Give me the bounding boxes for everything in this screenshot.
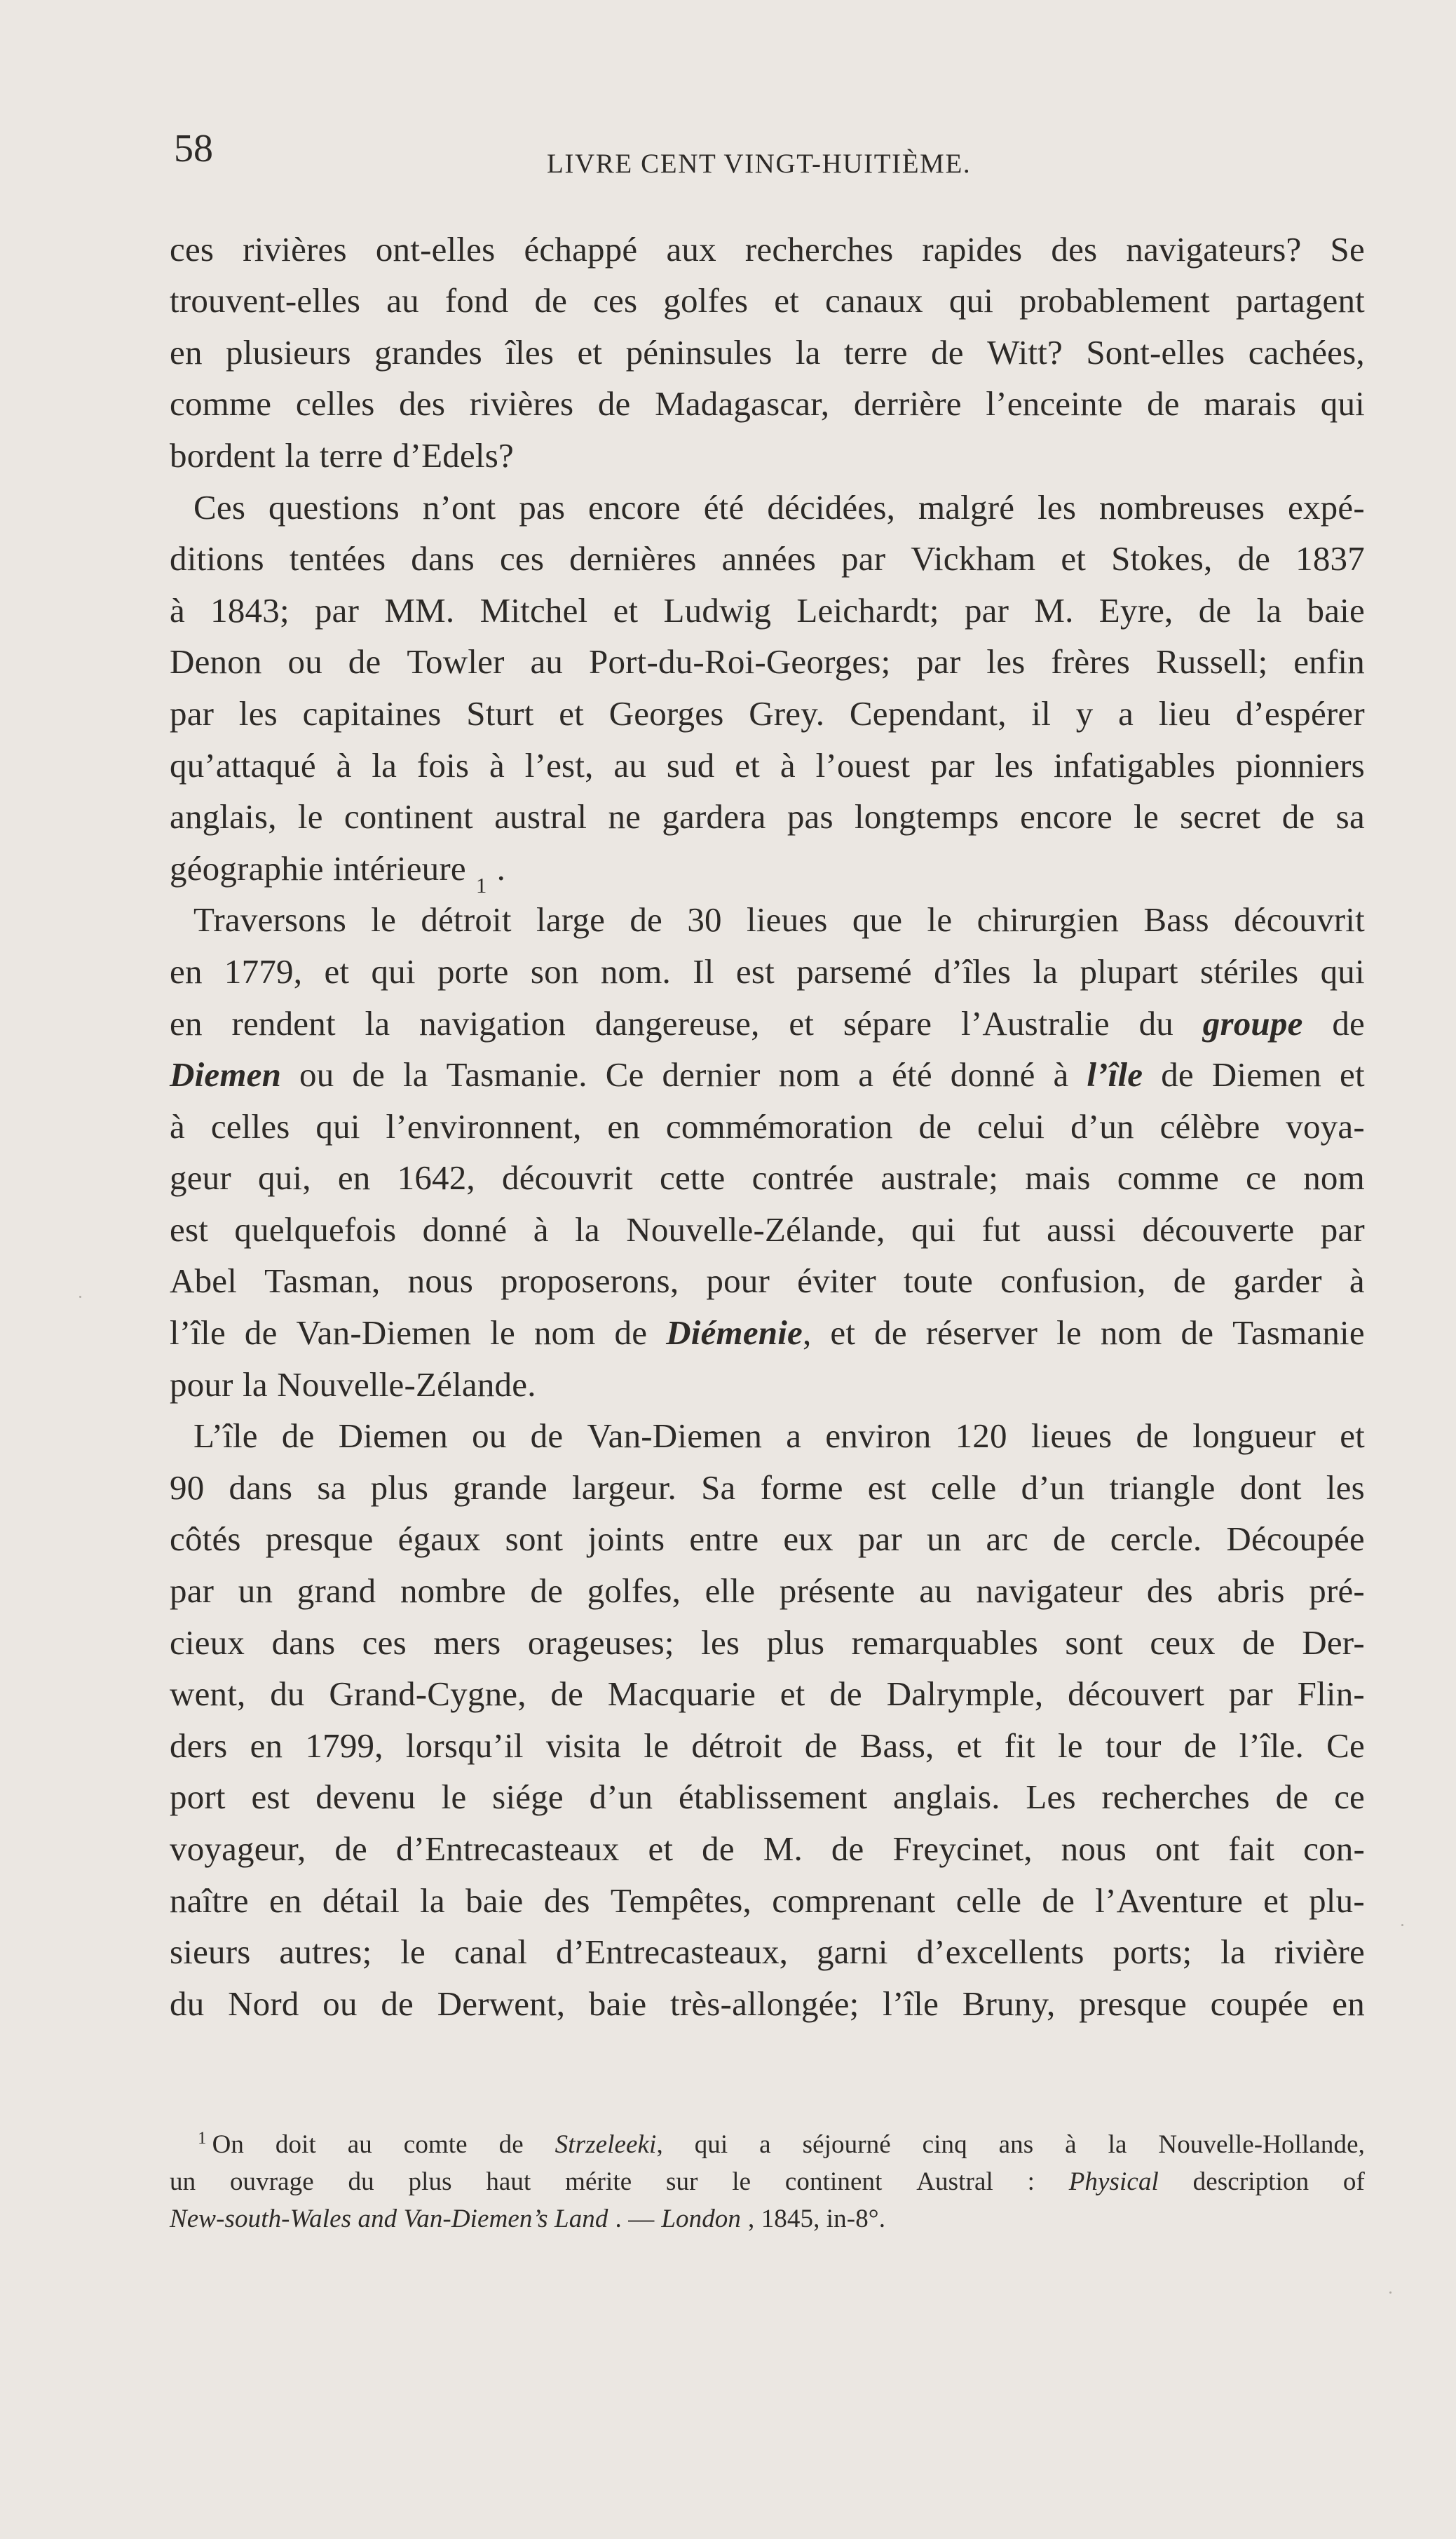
text-line: par un grand nombre de golfes, elle présente au navigateur des abris pré- xyxy=(170,1571,1365,1611)
text-line: côtés presque égaux sont joints entre eux par un arc de cercle. Découpée xyxy=(170,1519,1365,1559)
text-line: ders en 1799, lorsqu’il visita le détroit de Bass, et fit le tour de l’île. Ce xyxy=(170,1726,1365,1765)
text-line: sieurs autres; le canal d’Entrecasteaux, garni d’excellents ports; la rivière xyxy=(170,1932,1365,1972)
page-number: 58 xyxy=(174,127,213,170)
text-line: ditions tentées dans ces dernières années par Vickham et Stokes, de 1837 xyxy=(170,539,1365,578)
text-line: geur qui, en 1642, découvrit cette contrée australe; mais comme ce nom xyxy=(170,1158,1365,1198)
text-line: pour la Nouvelle-Zélande. xyxy=(170,1365,536,1404)
text-line: l’île de Van-Diemen le nom de Diémenie, et de réserver le nom de Tasmanie xyxy=(170,1313,1365,1353)
text-line: en rendent la navigation dangereuse, et sépare l’Australie du groupe de xyxy=(170,1003,1365,1043)
text-line: à celles qui l’environnent, en commémoration de celui d’un célèbre voya- xyxy=(170,1106,1365,1146)
text-line: est quelquefois donné à la Nouvelle-Zélande, qui fut aussi découverte par xyxy=(170,1210,1365,1249)
text-line: Ces questions n’ont pas encore été décidées, malgré les nombreuses expé- xyxy=(193,487,1365,527)
text-line: par les capitaines Sturt et Georges Grey. Cependant, il y a lieu d’espérer xyxy=(170,693,1365,733)
text-line: L’île de Diemen ou de Van-Diemen a environ 120 lieues de longueur et xyxy=(193,1416,1365,1456)
body-text xyxy=(170,215,1365,2021)
text-line: cieux dans ces mers orageuses; les plus remarquables sont ceux de Der- xyxy=(170,1623,1365,1662)
text-line: went, du Grand-Cygne, de Macquarie et de Dalrymple, découvert par Flin- xyxy=(170,1674,1365,1714)
text-line: ces rivières ont-elles échappé aux recherches rapides des navigateurs? Se xyxy=(170,229,1365,269)
text-line: port est devenu le siége d’un établissement anglais. Les recherches de ce xyxy=(170,1778,1365,1817)
footnote-block xyxy=(170,2120,1365,2232)
text-line: 90 dans sa plus grande largeur. Sa forme est celle d’un triangle dont les xyxy=(170,1468,1365,1507)
text-line: du Nord ou de Derwent, baie très-allongée; l’île Bruny, presque coupée en xyxy=(170,1984,1365,2023)
text-line: en plusieurs grandes îles et péninsules la terre de Witt? Sont-elles cachées, xyxy=(170,332,1365,372)
running-head: LIVRE CENT VINGT-HUITIÈME. xyxy=(547,149,972,179)
text-line: à 1843; par MM. Mitchel et Ludwig Leichardt; par M. Eyre, de la baie xyxy=(170,590,1365,630)
text-line: anglais, le continent austral ne gardera pas longtemps encore le secret de sa xyxy=(170,797,1365,837)
text-line: géographie intérieure 1 . xyxy=(170,848,506,898)
paper-speck xyxy=(1389,2291,1392,2294)
text-line: qu’attaqué à la fois à l’est, au sud et à l’ouest par les infatigables pionniers xyxy=(170,745,1365,785)
paper-speck xyxy=(79,1296,81,1298)
text-line: Abel Tasman, nous proposerons, pour éviter toute confusion, de garder à xyxy=(170,1261,1365,1301)
text-line: trouvent-elles au fond de ces golfes et canaux qui probablement partagent xyxy=(170,281,1365,320)
text-line: comme celles des rivières de Madagascar, derrière l’enceinte de marais qui xyxy=(170,384,1365,424)
text-line: Traversons le détroit large de 30 lieues que le chirurgien Bass découvrit xyxy=(193,900,1365,940)
text-line: naître en détail la baie des Tempêtes, comprenant celle de l’Aventure et plu- xyxy=(170,1881,1365,1920)
text-line: Denon ou de Towler au Port-du-Roi-Georges; par les frères Russell; enfin xyxy=(170,642,1365,682)
text-line: voyageur, de d’Entrecasteaux et de M. de Freycinet, nous ont fait con- xyxy=(170,1829,1365,1868)
text-line: en 1779, et qui porte son nom. Il est parsemé d’îles la plupart stériles qui xyxy=(170,952,1365,991)
footnote-line: New-south-Wales and Van-Diemen’s Land . — London , 1845, in-8°. xyxy=(170,2205,886,2233)
text-line: Diemen ou de la Tasmanie. Ce dernier nom a été donné à l’île de Diemen et xyxy=(170,1055,1365,1095)
footnote-line: $^1$ On doit au comte de Strzeleeki, qui a séjourné cinq ans à la Nouvelle-Hollande, xyxy=(198,2128,1365,2159)
text-line: bordent la terre d’Edels? xyxy=(170,435,514,475)
paper-speck xyxy=(1401,1924,1403,1926)
footnote-line: un ouvrage du plus haut mérite sur le continent Austral : Physical description of xyxy=(170,2167,1365,2196)
